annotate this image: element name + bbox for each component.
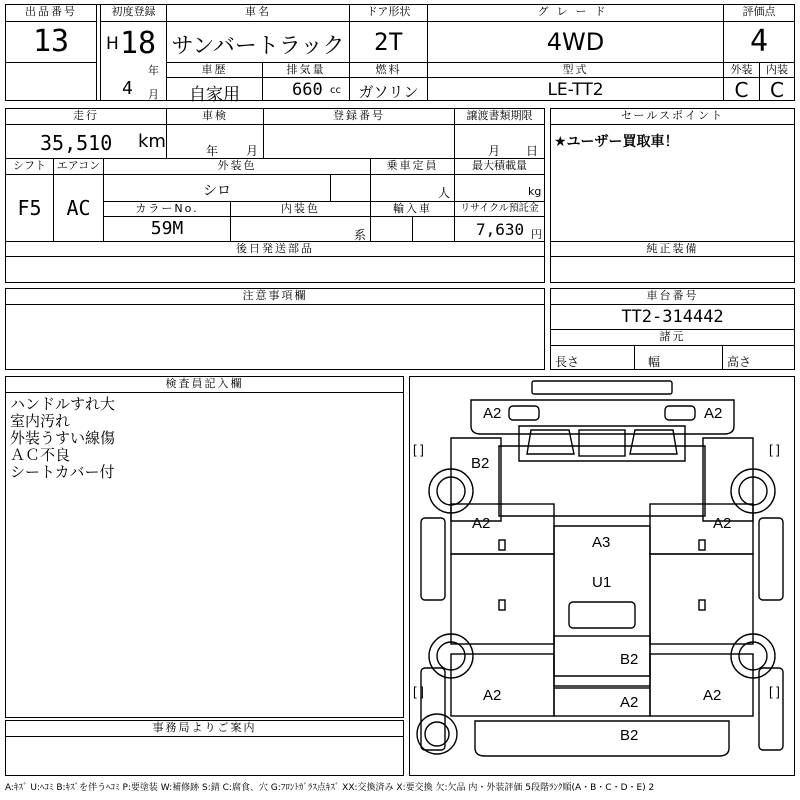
displacement-value: 660 (292, 80, 323, 100)
reg-no-header: 登録番号 (263, 108, 455, 125)
spare-wheel (417, 714, 457, 754)
inspector-remarks (10, 396, 115, 481)
right-door (650, 504, 753, 554)
mark-front-right: A2 (704, 405, 723, 422)
shift-value: F5 (17, 196, 42, 220)
chassis-header: 車台番号 (550, 288, 795, 305)
month-unit: 月 (148, 88, 159, 101)
first-reg-header: 初度登録 (100, 4, 167, 22)
int-color-unit: 系 (354, 228, 367, 242)
cc-unit: cc (330, 85, 341, 96)
remark-line: 室内汚れ (10, 412, 71, 430)
mark-tailgate: A2 (620, 694, 639, 711)
vehicle-damage-diagram (409, 376, 795, 776)
mark-roof: U1 (592, 574, 612, 591)
fuel-value: ガソリン (358, 83, 419, 101)
office-header: 事務局よりご案内 (5, 720, 404, 737)
color-no-value: 59M (150, 218, 184, 239)
genuine-header: 純正装備 (550, 241, 795, 257)
km-unit: km (138, 131, 166, 152)
bracket-rr: [ ] (769, 684, 780, 699)
mark-bed: B2 (620, 651, 639, 668)
aircon-value: AC (66, 196, 91, 220)
car-name-header: 車名 (166, 4, 350, 22)
mark-rear-bumper: B2 (620, 727, 639, 744)
doc-deadline-header: 譲渡書類期限 (454, 108, 545, 125)
doc-day-unit: 日 (526, 144, 539, 158)
left-rear-quarter (451, 654, 554, 716)
right-pillar (759, 518, 783, 600)
inspector-header: 検査員記入欄 (5, 376, 404, 393)
import-header: 輸入車 (370, 201, 455, 217)
exterior-header: 外装 (723, 62, 760, 78)
interior-header: 内装 (759, 62, 795, 78)
capacity-header: 乗車定員 (370, 158, 455, 175)
right-bed-side (650, 554, 753, 644)
left-pillar (421, 518, 445, 600)
left-bed-side (451, 554, 554, 644)
int-color-cell (230, 216, 371, 242)
month-value: 4 (122, 78, 133, 99)
sales-point-value: ★ユーザー買取車！ (554, 134, 679, 150)
interior-value: C (770, 78, 784, 102)
int-color-header: 内装色 (230, 201, 371, 217)
shift-header: シフト (5, 158, 54, 175)
model-code-header: 型式 (427, 62, 724, 78)
legend: A:ｷｽﾞ U:ﾍｺﾐ B:ｷｽﾞを伴うﾍｺﾐ P:要塗装 W:補修跡 S:錆 C:腐食、穴 G:ﾌﾛﾝﾄｶﾞﾗｽ点ｷｽﾞ XX:交換済み X:要交換 欠:欠品 内・外装評価 5段階ﾗﾝｸ順(A・B・C・D・E) 2 (5, 783, 655, 793)
mark-hood: A3 (592, 534, 611, 551)
lot-no-blank (5, 62, 97, 101)
capacity-unit: 人 (438, 186, 451, 200)
remark-line: ＡＣ不良 (10, 446, 71, 464)
history-value: 自家用 (189, 85, 240, 105)
door-value: 2T (374, 28, 403, 56)
rear-bumper (475, 721, 729, 756)
yen-unit: 円 (531, 228, 542, 241)
right-rear-quarter (650, 654, 753, 716)
left-rear-pillar (421, 668, 445, 750)
ext-color-value: シロ (203, 183, 231, 199)
specs-header: 諸元 (550, 329, 795, 346)
mark-front-left: A2 (483, 405, 502, 422)
grade-value: 4WD (546, 28, 605, 56)
ext-color-header: 外装色 (103, 158, 371, 175)
year-value: 18 (120, 26, 157, 61)
caution-cell (5, 304, 545, 370)
front-bumper-top (532, 381, 672, 394)
mark-front-fender: B2 (471, 455, 490, 472)
displacement-header: 排気量 (262, 62, 350, 78)
bracket-fr: [ ] (769, 442, 780, 457)
lot-no-value: 13 (32, 24, 70, 59)
era-value: H (106, 34, 119, 54)
model-code-value: LE-TT2 (547, 80, 604, 100)
right-rear-pillar (759, 668, 783, 750)
mark-rear-right: A2 (703, 687, 722, 704)
color-no-header: カラーNo. (103, 201, 231, 217)
car-name-value: サンバートラック (171, 34, 345, 59)
reg-no-cell (263, 124, 455, 159)
bracket-fl: [ ] (413, 442, 424, 457)
inspection-header: 車検 (166, 108, 264, 125)
genuine-cell (550, 256, 795, 283)
door-header: ドア形状 (349, 4, 428, 22)
exterior-value: C (734, 78, 749, 102)
inspection-month-unit: 月 (246, 144, 259, 158)
caution-header: 注意事項欄 (5, 288, 545, 305)
grade-header: グレード (427, 4, 724, 22)
fuel-header: 燃料 (349, 62, 428, 78)
import-cell-a (370, 216, 413, 242)
max-load-unit: kg (528, 185, 542, 198)
score-value: 4 (749, 24, 769, 59)
remark-line: シートカバー付 (10, 463, 115, 481)
left-door (451, 504, 554, 554)
remark-line: ハンドルすれ大 (10, 395, 116, 413)
recycle-value: 7,630 (476, 220, 525, 239)
chassis-value: TT2-314442 (621, 307, 724, 327)
ext-color-extra-cell (330, 174, 371, 202)
year-unit: 年 (148, 64, 159, 77)
mark-rear-left: A2 (483, 687, 502, 704)
aircon-header: エアコン (53, 158, 104, 175)
history-header: 車歴 (166, 62, 263, 78)
remark-line: 外装うすい線傷 (10, 429, 116, 447)
inspection-year-unit: 年 (206, 144, 219, 158)
mileage-header: 走行 (5, 108, 167, 125)
import-cell-b (412, 216, 455, 242)
mark-left-door: A2 (472, 515, 491, 532)
height-label: 高さ (727, 355, 752, 369)
score-header: 評価点 (723, 4, 795, 22)
bracket-rl: [ ] (413, 684, 424, 699)
doc-month-unit: 月 (488, 144, 501, 158)
lot-no-header: 出品番号 (5, 4, 97, 22)
width-label: 幅 (648, 355, 661, 369)
length-label: 長さ (555, 355, 580, 369)
later-parts-header: 後日発送部品 (5, 241, 545, 257)
later-parts-cell (5, 256, 545, 283)
rear-window (569, 602, 635, 628)
office-cell (5, 736, 404, 776)
mileage-value: 35,510 (40, 131, 113, 155)
mark-right-door: A2 (713, 515, 732, 532)
sales-point-header: セールスポイント (550, 108, 795, 125)
max-load-header: 最大積載量 (454, 158, 545, 175)
recycle-header: リサイクル預託金 (454, 201, 545, 217)
